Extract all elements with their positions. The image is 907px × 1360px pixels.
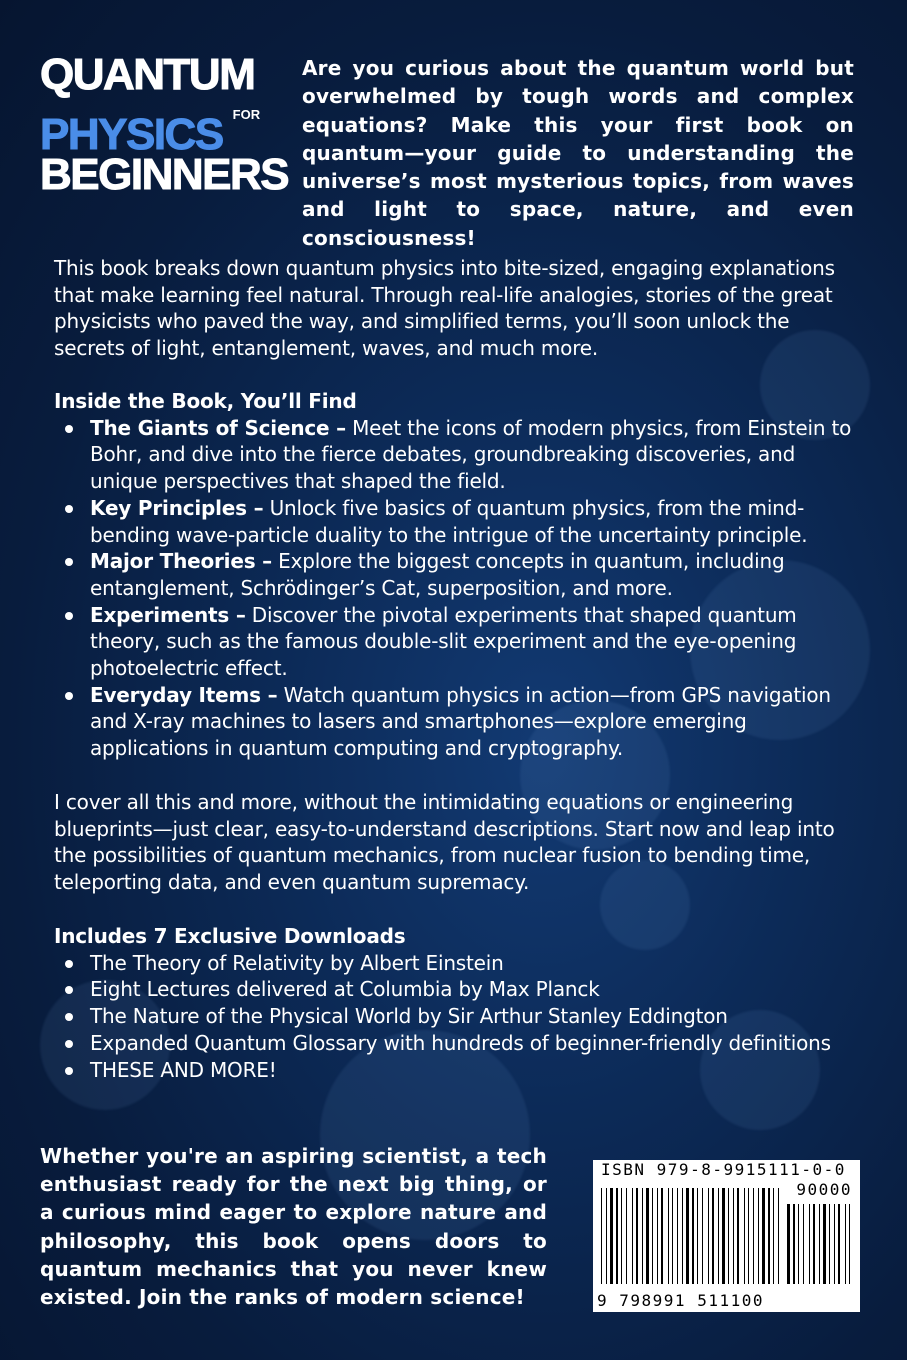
barcode-bar — [728, 1188, 729, 1284]
list-item-text: Explore the biggest concepts in quantum, including entanglement, Schrödinger’s Cat, superposition, and more. — [90, 549, 785, 600]
barcode-bar — [758, 1188, 759, 1284]
barcode-bar — [697, 1188, 698, 1284]
intro-paragraph: Are you curious about the quantum world but overwhelmed by tough words and complex equations? Make this your first book on quantum—your guide to understanding the universe’s most mysterious topics, from waves and light to space, nature, and even consciousness! — [302, 56, 854, 250]
closing-paragraph: Whether you're an aspiring scientist, a tech enthusiast ready for the next big thing, or a curious mind eager to explore nature and philosophy, this book opens doors to quantum mechanics that you never knew existed. Join the ranks of modern science! — [40, 1144, 547, 1310]
book-title-logo — [40, 50, 289, 199]
barcode-bar — [632, 1188, 633, 1284]
barcode-bar — [682, 1188, 683, 1284]
list-item-text: Watch quantum physics in action—from GPS navigation and X-ray machines to lasers and smartphones—explore emerging applications in quantum computing and cryptography. — [90, 682, 831, 761]
downloads-list — [54, 950, 854, 1084]
barcode-bar — [849, 1204, 850, 1284]
isbn-label: ISBN 979-8-9915111-0-0 — [601, 1160, 846, 1179]
list-item-text: Unlock five basics of quantum physics, from the mind-bending wave-particle duality to the intrigue of the uncertainty principle. — [90, 495, 808, 547]
barcode-bar — [823, 1204, 826, 1284]
barcode-bar — [787, 1204, 790, 1284]
barcode-bar — [708, 1188, 709, 1284]
barcode-bar — [845, 1204, 846, 1284]
barcode-bar — [718, 1188, 719, 1284]
logo-line-beginners: BEGINNERS — [40, 150, 289, 199]
inside-book-title: Inside the Book, You’ll Find — [54, 389, 357, 413]
barcode-bar — [829, 1204, 830, 1284]
logo-line-quantum: QUANTUM — [40, 50, 255, 99]
list-item-text: Meet the icons of modern physics, from Einstein to Bohr, and dive into the fierce debates, groundbreaking discoveries, and unique perspectives that shaped the field. — [90, 415, 852, 494]
barcode-bar — [610, 1188, 613, 1284]
list-item: The Theory of Relativity by Albert Einstein — [54, 950, 854, 977]
list-item: The Nature of the Physical World by Sir Arthur Stanley Eddington — [54, 1003, 854, 1030]
barcode-bar — [778, 1188, 779, 1284]
list-item: Eight Lectures delivered at Columbia by Max Planck — [54, 976, 854, 1003]
barcode-bar — [657, 1188, 658, 1284]
barcode-bar — [616, 1188, 618, 1284]
barcode-bar — [793, 1204, 795, 1284]
barcode-bar — [753, 1188, 754, 1284]
barcode-bar — [768, 1188, 770, 1284]
barcode-bar — [606, 1188, 607, 1284]
barcode-bar — [702, 1188, 703, 1284]
logo-word-for: FOR — [232, 107, 261, 122]
barcode-bar — [798, 1204, 799, 1284]
barcode-bar — [621, 1188, 622, 1284]
barcode-bar — [672, 1188, 673, 1284]
barcode-bar — [626, 1188, 627, 1284]
barcode-bar — [652, 1188, 653, 1284]
barcode-bar — [642, 1188, 643, 1284]
list-item-term: Key Principles – — [90, 495, 264, 520]
barcode-bar — [803, 1204, 804, 1284]
list-item: THESE AND MORE! — [54, 1057, 854, 1084]
list-item-text: Discover the pivotal experiments that shaped quantum theory, such as the famous double-slit experiment and the eye-opening photoelectric effect. — [90, 602, 797, 681]
list-item-term: Experiments – — [90, 602, 246, 627]
barcode-bar — [722, 1188, 725, 1284]
barcode-bar — [809, 1204, 810, 1284]
barcode-bar — [737, 1188, 739, 1284]
barcode-bar — [686, 1188, 689, 1284]
list-item — [54, 682, 854, 762]
barcode-bar — [834, 1204, 835, 1284]
barcode-bar — [668, 1188, 669, 1284]
barcode-bar — [744, 1188, 745, 1284]
price-code: 90000 — [796, 1180, 852, 1199]
barcode-bar — [813, 1204, 815, 1284]
barcode-bar — [733, 1188, 734, 1284]
barcode-bar — [819, 1204, 820, 1284]
description-paragraph: This book breaks down quantum physics into bite-sized, engaging explanations that make learning feel natural. Through real-life analogies, stories of the great physicists who paved the way, and simplified terms, you’ll soon unlock the secrets of light, entanglement, waves, and much more. — [54, 256, 835, 361]
barcode-bar — [838, 1204, 840, 1284]
list-item-term: Everyday Items – — [90, 682, 278, 707]
list-item: Expanded Quantum Glossary with hundreds of beginner-friendly definitions — [54, 1030, 854, 1057]
barcode-bar — [773, 1188, 774, 1284]
ean-digits: 9 798991 511100 — [597, 1291, 764, 1310]
list-item — [54, 548, 854, 601]
inside-book-section — [54, 388, 854, 762]
barcode-bar — [692, 1188, 694, 1284]
barcode-bar — [762, 1188, 765, 1284]
list-item-term: The Giants of Science – — [90, 415, 346, 440]
barcode-bar — [646, 1188, 649, 1284]
downloads-title: Includes 7 Exclusive Downloads — [54, 924, 406, 948]
summary-paragraph: I cover all this and more, without the intimidating equations or engineering blueprints—just clear, easy-to-understand descriptions. Start now and leap into the possibilities of quantum mechanics, from nuclear fusion to bending time, teleporting data, and even quantum supremacy. — [54, 790, 835, 895]
list-item — [54, 415, 854, 495]
list-item-term: Major Theories – — [90, 549, 272, 574]
list-item — [54, 495, 854, 548]
logo-word-physics: PHYSICS — [40, 110, 223, 159]
isbn-barcode — [593, 1160, 860, 1312]
barcode-bar — [661, 1188, 663, 1284]
barcode-bar — [712, 1188, 714, 1284]
barcode-bar — [677, 1188, 678, 1284]
barcode-bar — [748, 1188, 749, 1284]
list-item — [54, 602, 854, 682]
downloads-section — [54, 923, 854, 1083]
inside-book-list — [54, 415, 854, 762]
barcode-bar — [636, 1188, 638, 1284]
barcode-bar — [601, 1188, 602, 1284]
logo-line-physics — [40, 95, 275, 159]
